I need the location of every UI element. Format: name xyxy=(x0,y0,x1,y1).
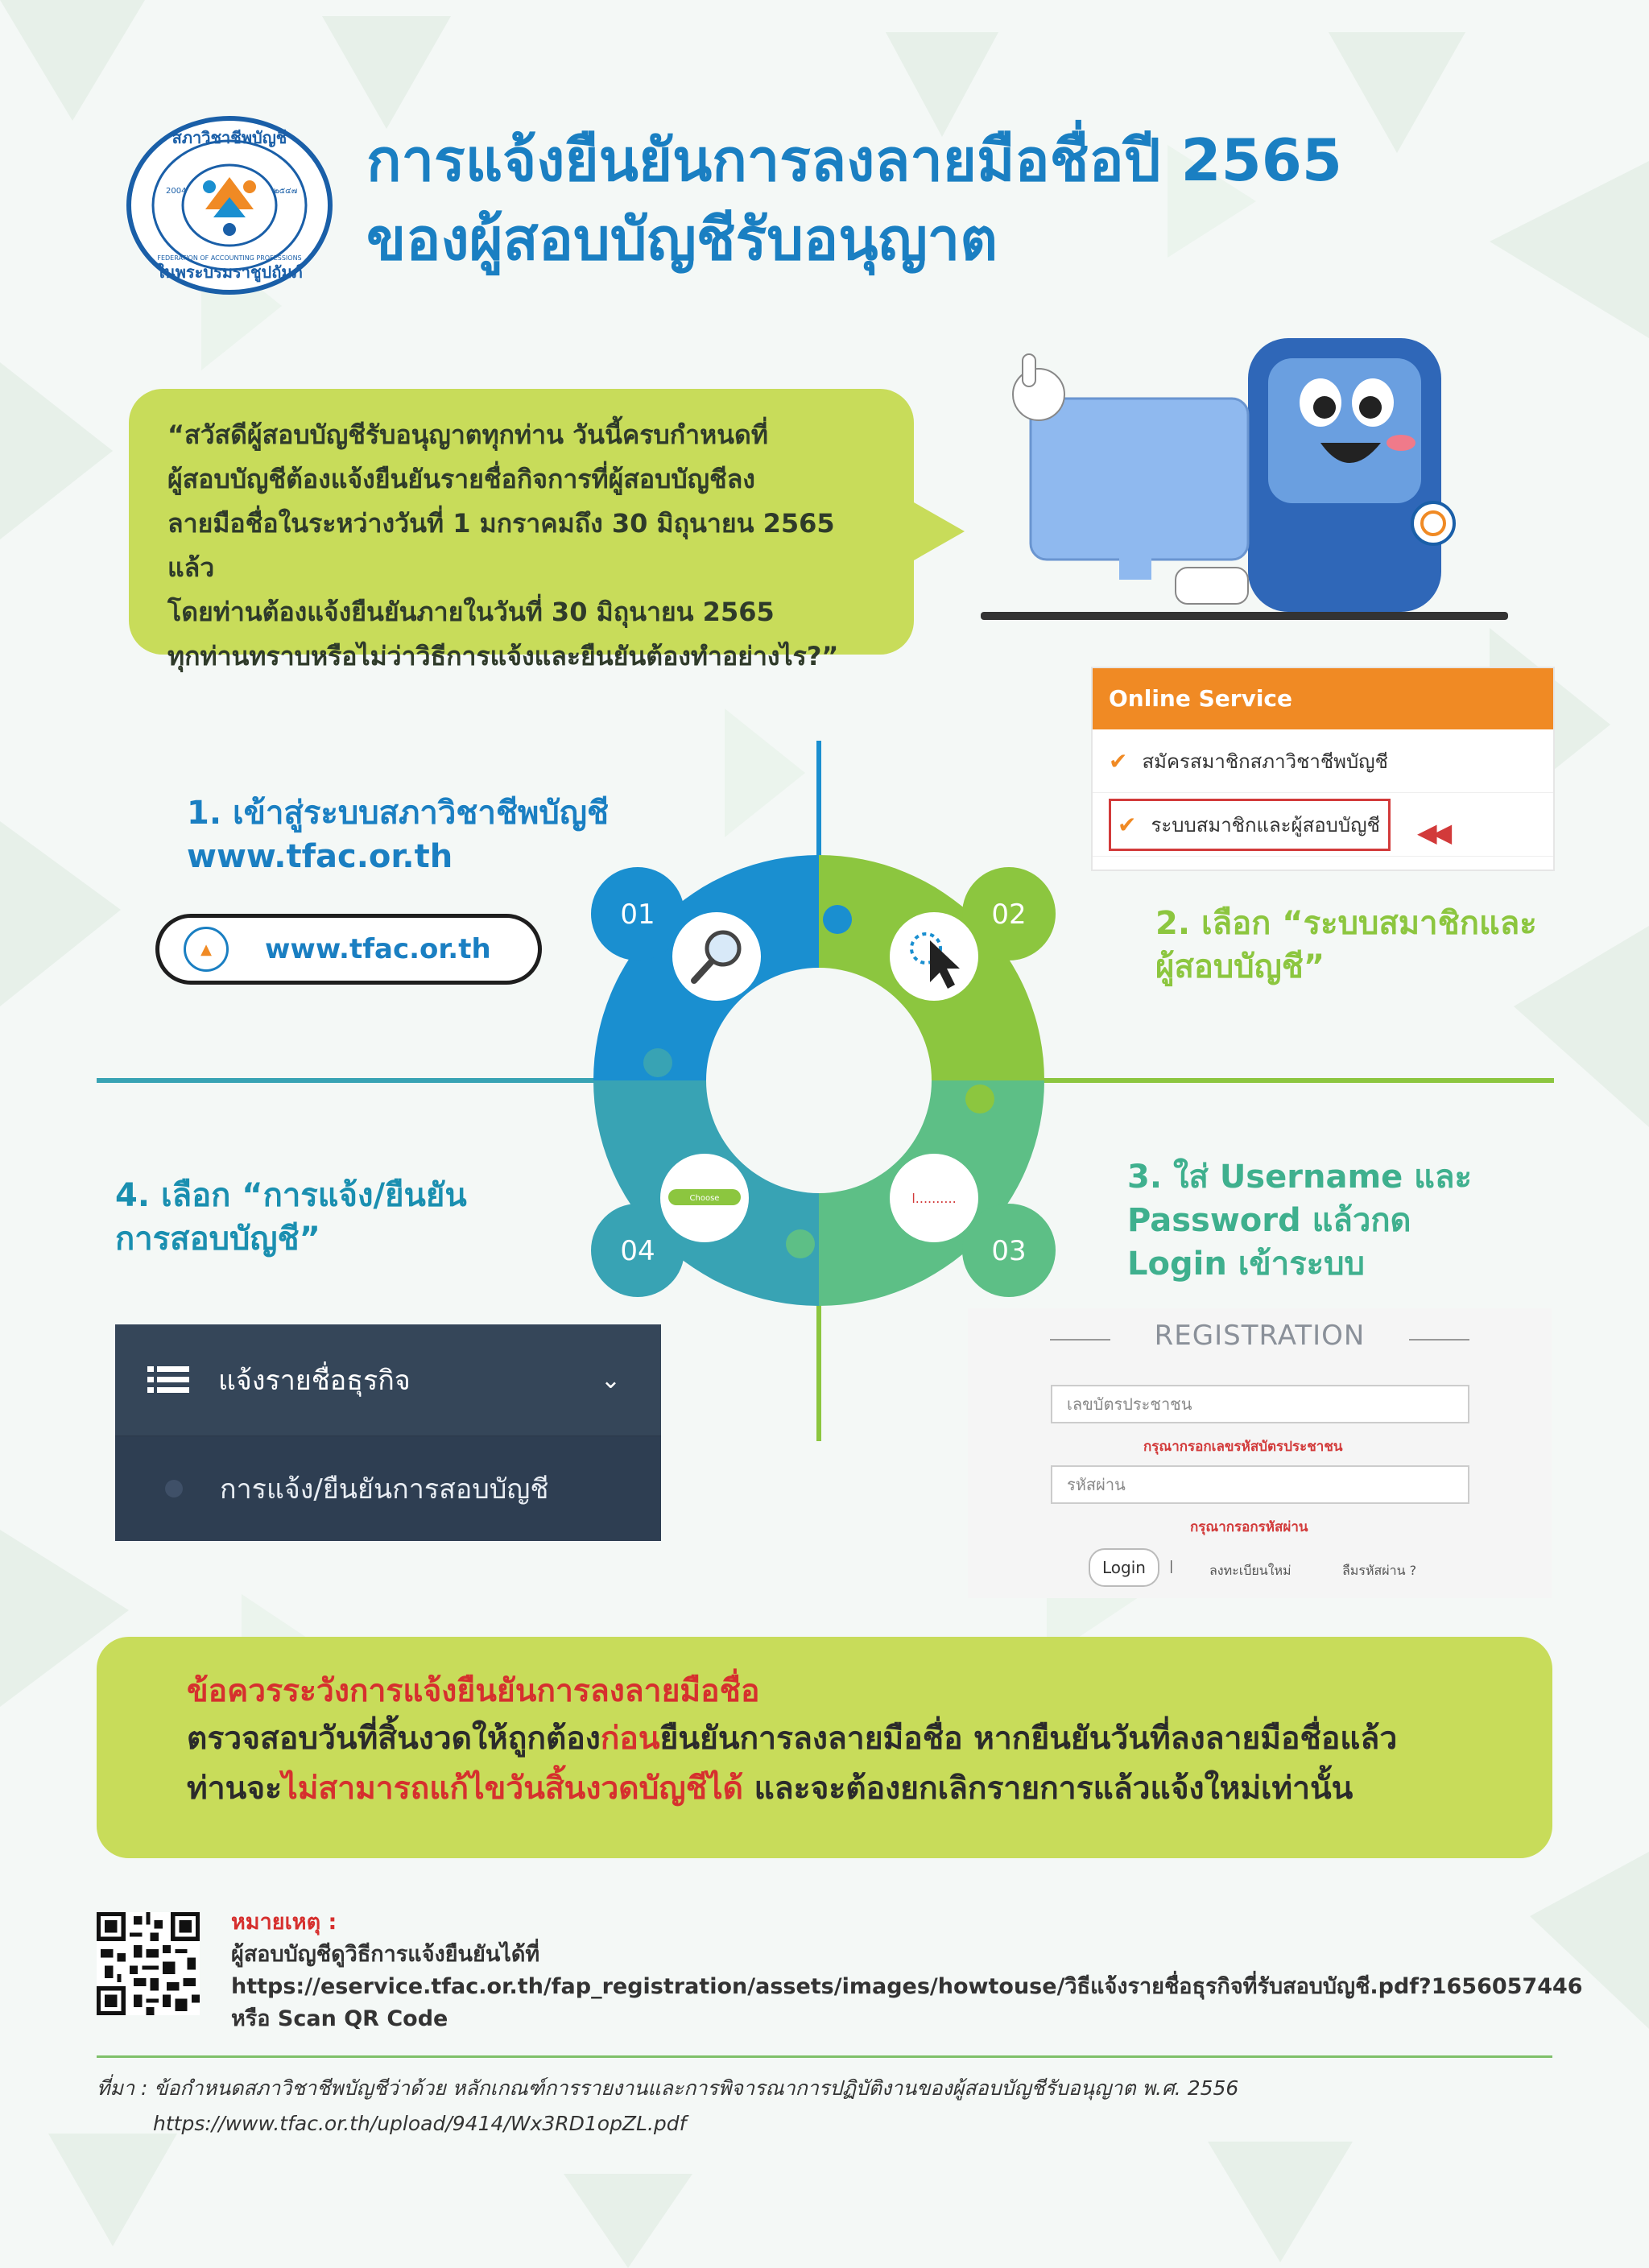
step-4-line-2: การสอบบัญชี” xyxy=(115,1221,320,1258)
caution-line-1-b: ยืนยันการลงลายมือชื่อ หากยืนยันวันที่ลงลายมือชื่อแล้ว xyxy=(659,1721,1398,1757)
chevron-down-icon: ⌄ xyxy=(600,1365,621,1394)
caution-line-1-red: ก่อน xyxy=(600,1721,660,1757)
logo-ring-text: FEDERATION OF ACCOUNTING PROFESSIONS xyxy=(157,254,302,262)
qr-code[interactable] xyxy=(97,1912,200,2015)
online-service-header: Online Service xyxy=(1093,668,1553,729)
list-icon xyxy=(147,1365,189,1395)
step-03-number: 03 xyxy=(991,1235,1027,1267)
caution-line-2 xyxy=(187,1764,1552,1814)
caution-line-2-red: ไม่สามารถแก้ไขวันสิ้นงวดบัญชีได้ xyxy=(282,1770,743,1807)
tfac-logo xyxy=(121,113,338,298)
logo-year-right: ๒๕๔๗ xyxy=(274,187,298,196)
double-arrow-left-icon: ◀◀ xyxy=(1417,817,1448,848)
step-3-line-1: 3. ใส่ Username และ xyxy=(1127,1159,1472,1196)
note-block xyxy=(231,1907,1583,2035)
check-icon: ✔ xyxy=(1109,747,1128,775)
page-title xyxy=(366,121,1342,279)
bubble-line-5: ทุกท่านทราบหรือไม่ว่าวิธีการแจ้งและยืนยันต้องทำอย่างไร?” xyxy=(167,641,839,671)
bubble-line-3: ลายมือชื่อในระหว่างวันที่ 1 มกราคมถึง 30 มิถุนายน 2565 แล้ว xyxy=(167,508,835,583)
title-line-1: การแจ้งยืนยันการลงลายมือชื่อปี 2565 xyxy=(366,126,1342,194)
note-line-3: หรือ Scan QR Code xyxy=(231,2006,448,2031)
logo-arc-bottom: ในพระบรมราชูปถัมภ์ xyxy=(156,262,303,282)
step-3-line-3: Login เข้าระบบ xyxy=(1127,1246,1365,1283)
caution-line-2-b: และจะต้องยกเลิกรายการแล้วแจ้งใหม่เท่านั้น xyxy=(743,1770,1354,1807)
logo-year-left: 2004 xyxy=(166,187,187,196)
menu-business-label: แจ้งรายชื่อธุรกิจ xyxy=(218,1365,411,1397)
password-error: กรุณากรอกรหัสผ่าน xyxy=(1190,1519,1308,1535)
bullet-icon xyxy=(165,1480,183,1498)
caution-line-1-a: ตรวจสอบวันที่สิ้นงวดให้ถูกต้อง xyxy=(187,1721,601,1757)
speech-bubble-tail xyxy=(908,499,965,564)
speech-bubble xyxy=(129,389,914,671)
registration-title: REGISTRATION xyxy=(968,1320,1552,1352)
link-separator: | xyxy=(1169,1558,1174,1573)
register-link[interactable]: ลงทะเบียนใหม่ xyxy=(1209,1563,1292,1578)
step-01-number: 01 xyxy=(620,899,655,931)
online-item-label: สมัครสมาชิกสภาวิชาชีพบัญชี xyxy=(1142,750,1388,773)
step-02-number: 02 xyxy=(991,899,1027,931)
step-3-line-2: Password แล้วกด xyxy=(1127,1202,1411,1239)
caution-box xyxy=(97,1637,1552,1858)
wheel-center xyxy=(706,968,932,1193)
id-card-input[interactable]: เลขบัตรประชาชน xyxy=(1051,1385,1469,1423)
business-menu-panel xyxy=(115,1324,661,1540)
bubble-line-2: ผู้สอบบัญชีต้องแจ้งยืนยันรายชื่อกิจการที่ผู้สอบบัญชีลง xyxy=(167,464,755,494)
password-dots-icon: l.......... xyxy=(911,1191,957,1206)
bubble-line-1: “สวัสดีผู้สอบบัญชีรับอนุญาตทุกท่าน วันนี้ครบกำหนดที่ xyxy=(167,419,768,450)
bubble-line-4: โดยท่านต้องแจ้งยืนยันภายในวันที่ 30 มิถุนายน 2565 xyxy=(167,597,775,627)
note-link[interactable]: https://eservice.tfac.or.th/fap_registration/assets/images/howtouse/วิธีแจ้งรายชื่อธุรกิจที่รับสอบบัญชี.pdf?1656057446 xyxy=(231,1974,1583,1999)
choose-label: Choose xyxy=(689,1194,720,1203)
note-line-1: ผู้สอบบัญชีดูวิธีการแจ้งยืนยันได้ที่ xyxy=(231,1942,540,1967)
source-block xyxy=(97,2071,1238,2142)
step-4-line-1: 4. เลือก “การแจ้ง/ยืนยัน xyxy=(115,1177,467,1214)
mascot-desk-line xyxy=(981,612,1508,620)
password-input[interactable]: รหัสผ่าน xyxy=(1051,1465,1469,1504)
source-line-1: ที่มา : ข้อกำหนดสภาวิชาชีพบัญชีว่าด้วย หลักเกณฑ์การรายงานและการพิจารณาการปฏิบัติงานของผู้สอบบัญชีรับอนุญาต พ.ศ. 2556 xyxy=(97,2076,1239,2100)
online-item-label: ระบบสมาชิกและผู้สอบบัญชี xyxy=(1151,813,1380,837)
caution-line-2-a: ท่านจะ xyxy=(187,1770,283,1807)
title-line-2: ของผู้สอบบัญชีรับอนุญาต xyxy=(366,205,998,273)
logo-arc-top: สภาวิชาชีพบัญชี xyxy=(172,128,287,147)
tfac-mini-logo-icon: ▲ xyxy=(184,927,229,972)
caution-line-1 xyxy=(187,1714,1552,1764)
step-1-line-1: 1. เข้าสู่ระบบสภาวิชาชีพบัญชี xyxy=(187,795,610,832)
forgot-password-link[interactable]: ลืมรหัสผ่าน ? xyxy=(1342,1563,1417,1578)
menu-business-list[interactable] xyxy=(115,1324,661,1436)
caution-title: ข้อควรระวังการแจ้งยืนยันการลงลายมือชื่อ xyxy=(187,1673,760,1709)
divider xyxy=(97,2055,1552,2058)
step-2-line-1: 2. เลือก “ระบบสมาชิกและ xyxy=(1155,905,1537,942)
id-error: กรุณากรอกเลขรหัสบัตรประชาชน xyxy=(1143,1439,1343,1455)
step-2-line-2: ผู้สอบบัญชี” xyxy=(1155,948,1325,985)
note-title: หมายเหตุ : xyxy=(231,1910,337,1935)
menu-confirm-label: การแจ้ง/ยืนยันการสอบบัญชี xyxy=(220,1473,549,1506)
calculator-mascot-illustration xyxy=(982,322,1522,628)
step-04-number: 04 xyxy=(620,1235,655,1267)
url-pill-text: www.tfac.or.th xyxy=(265,933,491,965)
step-1-line-2: www.tfac.or.th xyxy=(187,838,453,875)
registration-form xyxy=(968,1308,1552,1598)
check-icon: ✔ xyxy=(1118,811,1137,838)
source-link[interactable]: https://www.tfac.or.th/upload/9414/Wx3RD1opZL.pdf xyxy=(153,2112,687,2135)
menu-confirm-audit[interactable] xyxy=(115,1436,661,1541)
login-button[interactable]: Login xyxy=(1089,1548,1159,1587)
